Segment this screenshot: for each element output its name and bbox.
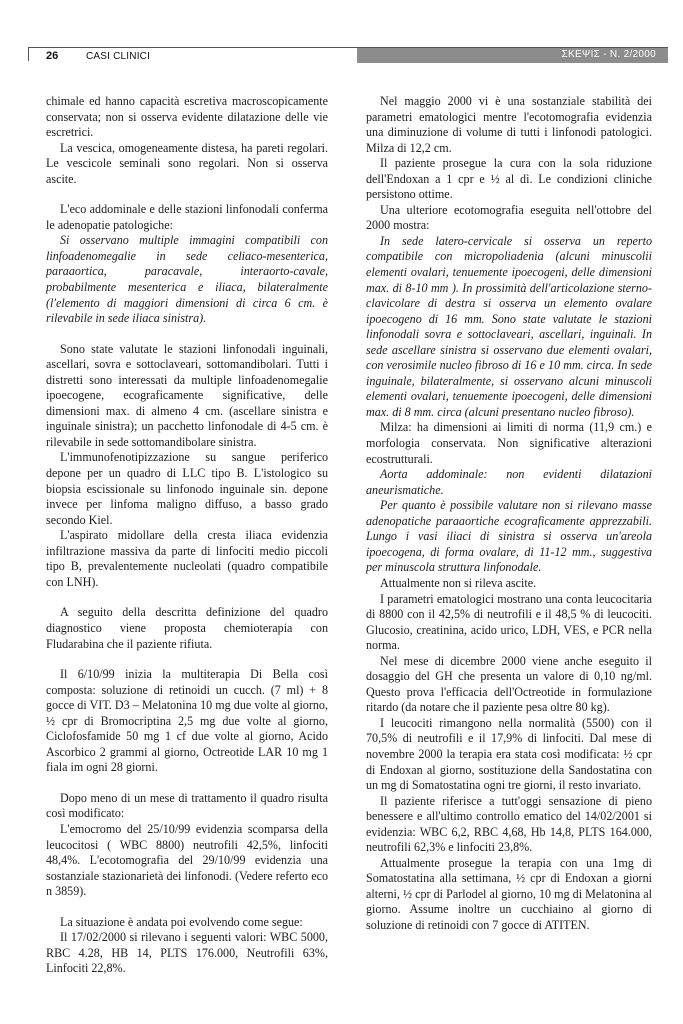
paragraph: L'emocromo del 25/10/99 evidenzia scomparsa della leucocitosi ( WBC 8800) neutrofili 42,5%, linfociti 48,4%. L'ecotomografia del 29/10/99 evidenzia una sostanziale stazionarietà dei linfonodi. (Vedere referto eco n 3859). [46,821,328,899]
paragraph: Nel maggio 2000 vi è una sostanziale stabilità dei parametri ematologici mentre l'ecotomografia evidenzia una diminuzione di volume di tutti i linfonodi patologici. Milza di 12,2 cm. [366,94,652,155]
paragraph: Milza: ha dimensioni ai limiti di norma (11,9 cm.) e morfologia conservata. Non significative alterazioni ecostrutturali. [366,420,652,466]
paragraph: Dopo meno di un mese di trattamento il quadro risulta così modificato: [46,790,328,821]
right-column [366,94,652,934]
paragraph: La vescica, omogeneamente distesa, ha pareti regolari. Le vescicole seminali sono regolari. Non si osserva ascite. [46,140,328,186]
paragraph: chimale ed hanno capacità escretiva macroscopicamente conservata; non si osserva evidente dilatazione delle vie escretrici. [46,94,328,140]
paragraph: L'immunofenotipizzazione su sangue periferico depone per un quadro di LLC tipo B. L'istologico su biopsia escissionale su linfonodo inguinale sin. depone invece per linfoma maligno diffuso, a basso grado secondo Kiel. [46,450,328,527]
header-tick [28,47,29,61]
paragraph: A seguito della descritta definizione del quadro diagnostico viene proposta chemioterapia con Fludarabina che il paziente rifiuta. [46,605,328,651]
paragraph: Il paziente riferisce a tutt'oggi sensazione di pieno benessere e all'ultimo controllo ematico del 14/02/2001 si evidenzia: WBC 6,2, RBC 4,68, Hb 14,8, PLTS 164.000, neutrofili 62,3% e linfociti 23,8%. [366,793,652,855]
paragraph: Sono state valutate le stazioni linfonodali inguinali, ascellari, sovra e sottoclaveari, sottomandibolari. Tutti i distretti sono interessati da multiple linfoadenomegalie ipoecogene, ecograficamente significative, delle dimensioni max. di almeno 4 cm. (ascellare sinistra e inguinale sinistra); un pacchetto linfonodale di 4-5 cm. è rilevabile in sede sottomandibolare sinistra. [46,341,328,449]
paragraph: Attualmente prosegue la terapia con una 1mg di Somatostatina alla settimana, ½ cpr di Endoxan a giorni alterni, ½ cpr di Parlodel al giorno, 10 mg di Melatonina al giorno. Assume inoltre un cucchiaino al giorno di soluzione di retinoidi con 7 gocce di ATITEN. [366,855,652,932]
journal-band [357,48,668,63]
page-number: 26 [46,50,59,62]
paragraph: L'eco addominale e delle stazioni linfonodali conferma le adenopatie patologiche: [46,202,328,232]
paragraph: Una ulteriore ecotomografia eseguita nell'ottobre del 2000 mostra: [366,202,652,233]
paragraph: Il 17/02/2000 si rilevano i seguenti valori: WBC 5000, RBC 4.28, HB 14, PLTS 176.000, Neutrofili 63%, Linfociti 22,8%. [46,930,328,976]
paragraph: I leucociti rimangono nella normalità (5500) con il 70,5% di neutrofili e il 17,9% di linfociti. Dal mese di novembre 2000 la terapia era stata così modificata: ½ cpr di Endoxan al giorno, sostituzione della Sandostatina con un mg di Somatostatina ogni tre giorni, il resto invariato. [366,715,652,793]
italic-quote: Per quanto è possibile valutare non si rilevano masse adenopatiche paraaortiche ecograficamente apprezzabili. Lungo i vasi iliaci di sinistra si osserva un'areola ipoecogena, di forma ovalare, di 11-12 mm., suggestiva per minuscola struttura linfonodale. [366,498,652,575]
italic-quote: In sede latero-cervicale si osserva un reperto compatibile con micropoliadenia (alcuni minuscolii elementi ovalari, tenuemente ipoecogeni, delle dimensioni max. di 8-10 mm ). In prossimità dell'articolazione sterno-clavicolare di destra si osserva un elemento ovalare ipoecogeno di 16 mm. Sono state valutate le stazioni linfonodali sovra e sottoclaveari, ascellari, inguinali. In sede ascellare sinistra si osservano due elementi ovalari, con verosimile nucleo fibroso di 16 e 10 mm. circa. In sede inguinale, bilateralmente, si osservano alcuni minuscoli elementi ovalari, tenuemente ipoecogeni, delle dimensioni max. di 8 mm. circa (alcuni presentano nucleo fibroso). [366,233,652,419]
left-column [46,94,328,977]
italic-quote: Si osservano multiple immagini compatibili con linfoadenomegalie in sede celiaco-mesenterica, paraaortica, paracavale, interaorto-cavale, probabilmente mesenterica e iliaca, bilateralmente (l'elemento di maggiori dimensioni di circa 6 cm. è rilevabile in sede iliaca sinistra). [46,233,328,326]
paragraph: Il 6/10/99 inizia la multiterapia Di Bella così composta: soluzione di retinoidi un cucch. (7 ml) + 8 gocce di VIT. D3 – Melatonina 10 mg due volte al giorno, ½ cpr di Bromocriptina 2,5 mg due volte al giorno, Ciclofosfamide 50 mg 1 cf due volte al giorno, Acido Ascorbico 2 grammi al giorno, Octreotide LAR 10 mg 1 fiala im ogni 28 giorni. [46,667,328,775]
journal-issue: ΣΚΕΨΙΣ - N. 2/2000 [561,49,656,60]
paragraph: La situazione è andata poi evolvendo come segue: [60,914,303,929]
paragraph: Attualmente non si rileva ascite. [380,575,537,590]
italic-quote: Aorta addominale: non evidenti dilatazioni aneurismatiche. [366,467,652,497]
section-title: CASI CLINICI [86,51,151,62]
paragraph: Nel mese di dicembre 2000 viene anche eseguito il dosaggio del GH che presenta un valore di 0,10 ng/ml. Questo prova l'efficacia dell'Octreotide in formulazione ritardo (da notare che il paziente pesa oltre 80 kg). [366,653,652,715]
paragraph: L'aspirato midollare della cresta iliaca evidenzia infiltrazione massiva da parte di linfociti medio piccoli tipo B, prevalentemente nucleolati (quadro compatibile con LNH). [46,528,328,589]
paragraph: I parametri ematologici mostrano una conta leucocitaria di 8800 con il 42,5% di neutrofili e il 48,5 % di leucociti. Glucosio, creatinina, acido urico, LDH, VES, e PCR nella norma. [366,591,652,653]
paragraph: Il paziente prosegue la cura con la sola riduzione dell'Endoxan a 1 cpr e ½ al dì. Le condizioni cliniche persistono ottime. [366,156,652,202]
